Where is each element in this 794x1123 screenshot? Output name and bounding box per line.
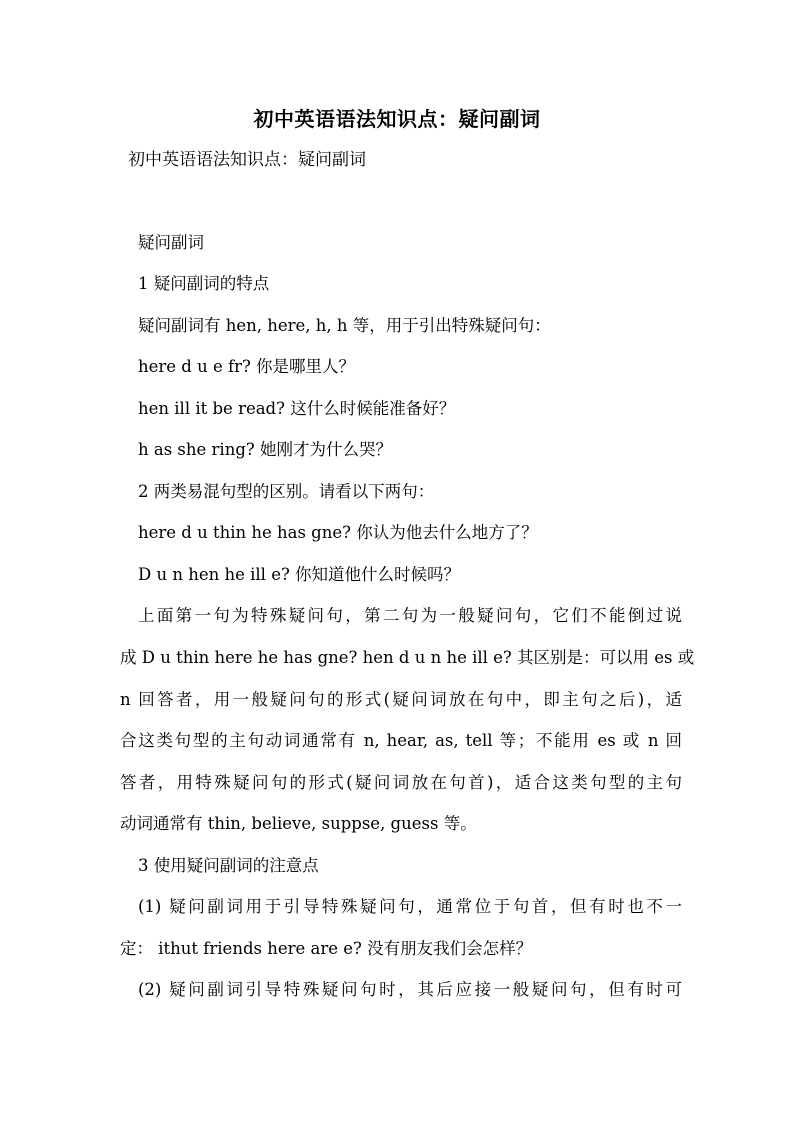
paragraph-line: 疑问副词有 hen, here, h, h 等，用于引出特殊疑问句： bbox=[138, 316, 551, 335]
section-heading-3: 3 使用疑问副词的注意点 bbox=[138, 856, 319, 875]
example-sentence: here d u e fr? 你是哪里人？ bbox=[138, 357, 356, 376]
paragraph-line: (2) 疑问副词引导特殊疑问句时，其后应接一般疑问句，但有时可 bbox=[138, 980, 682, 999]
paragraph-line: 成 D u thin here he has gne? hen d u n he ill e? 其区别是：可以用 es 或 bbox=[120, 648, 695, 667]
paragraph-line: 合这类句型的主句动词通常有 n, hear, as, tell 等；不能用 es 或 n 回 bbox=[120, 731, 682, 750]
paragraph-line: (1) 疑问副词用于引导特殊疑问句，通常位于句首，但有时也不一 bbox=[138, 897, 682, 916]
example-sentence: hen ill it be read? 这什么时候能准备好？ bbox=[138, 399, 456, 418]
section-heading-1: 1 疑问副词的特点 bbox=[138, 274, 270, 293]
example-sentence: h as she ring? 她刚才为什么哭？ bbox=[138, 440, 392, 459]
example-sentence: D u n hen he ill e? 你知道他什么时候吗？ bbox=[138, 565, 461, 584]
document-subtitle: 初中英语语法知识点：疑问副词 bbox=[128, 150, 366, 170]
paragraph-line: 上面第一句为特殊疑问句，第二句为一般疑问句，它们不能倒过说 bbox=[138, 606, 682, 625]
paragraph-line: n 回答者，用一般疑问句的形式(疑问词放在句中，即主句之后)，适 bbox=[120, 690, 682, 709]
section-heading-2: 2 两类易混句型的区别。请看以下两句： bbox=[138, 482, 435, 501]
paragraph-line: 动词通常有 thin, believe, suppse, guess 等。 bbox=[120, 814, 477, 833]
example-sentence: here d u thin he has gne? 你认为他去什么地方了？ bbox=[138, 523, 538, 542]
document-title: 初中英语语法知识点：疑问副词 bbox=[253, 107, 541, 131]
paragraph-line: 定： ithut friends here are e? 没有朋友我们会怎样？ bbox=[120, 939, 533, 958]
section-heading: 疑问副词 bbox=[138, 233, 204, 252]
paragraph-line: 答者，用特殊疑问句的形式(疑问词放在句首)，适合这类句型的主句 bbox=[120, 773, 682, 792]
